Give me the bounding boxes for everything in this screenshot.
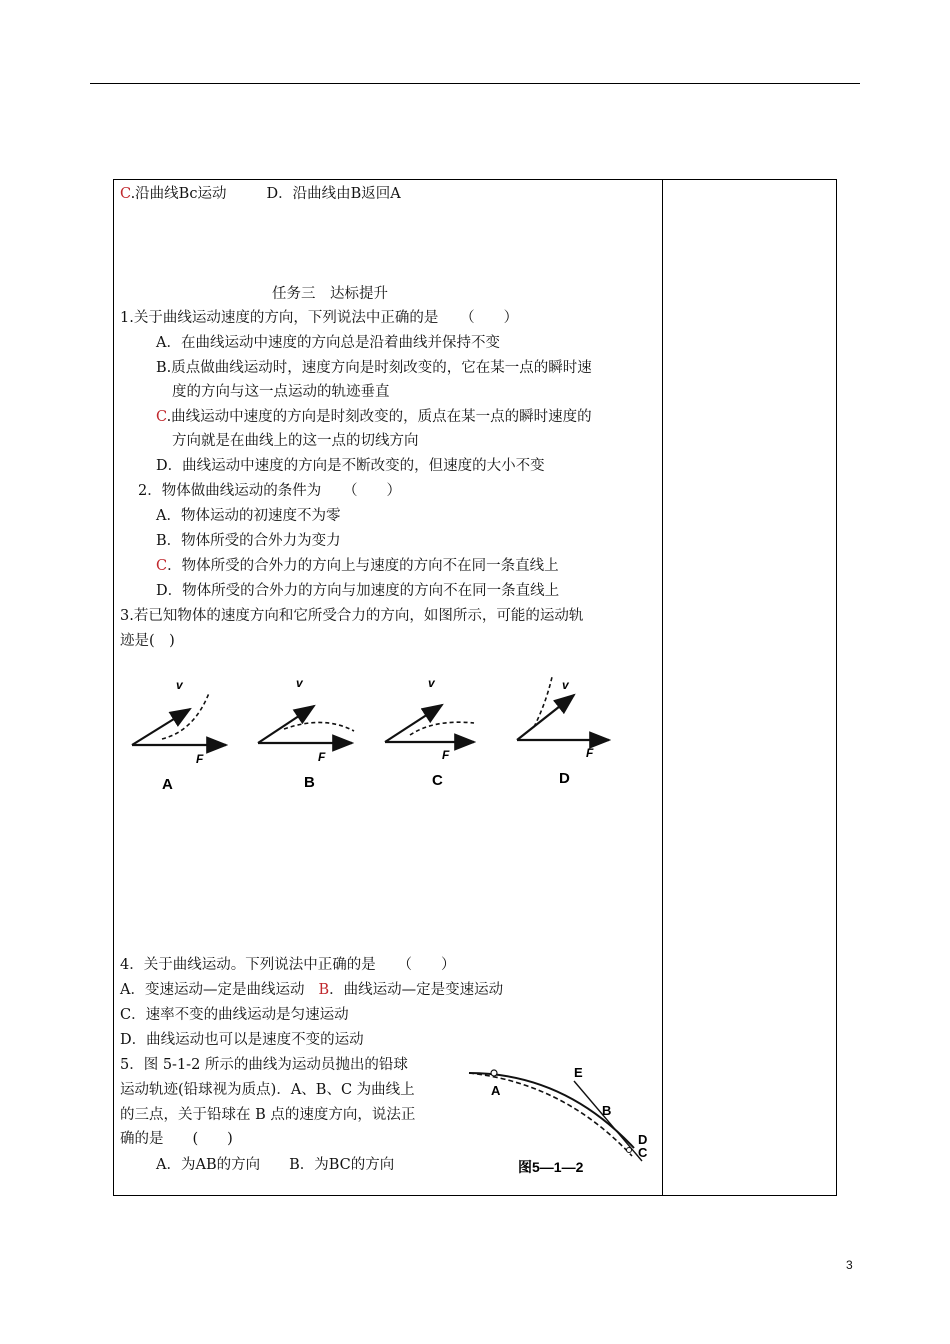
q4-option-d: D．曲线运动也可以是速度不变的运动 [120, 1032, 364, 1048]
q1-option-b-line2: 度的方向与这一点运动的轨迹垂直 [172, 384, 390, 400]
q5-line2: 运动轨迹(铅球视为质点)．A、B、C 为曲线上 [120, 1082, 415, 1098]
q3-stem-line2: 迹是( ) [120, 633, 175, 649]
q3-label-b: B [304, 774, 315, 791]
section-title: 任务三 达标提升 [272, 286, 388, 302]
worksheet-table [113, 179, 837, 1196]
q4-options-ab: A．变速运动—定是曲线运动 B．曲线运动—定是变速运动 [120, 982, 504, 998]
q3-label-d: D [559, 770, 570, 787]
q2-option-b: B．物体所受的合外力为变力 [156, 533, 341, 549]
q3-diagram-a [132, 678, 226, 793]
q2-stem: 2．物体做曲线运动的条件为 （ ） [138, 483, 401, 499]
q1-option-b-line1: B.质点做曲线运动时，速度方向是时刻改变的，它在某一点的瞬时速 [156, 360, 592, 376]
q5-line4: 确的是 ( ) [120, 1131, 233, 1147]
q5-figure [464, 1053, 664, 1178]
q5-figure-caption: 图5—1—2 [518, 1159, 584, 1175]
q3-v-label: v [176, 678, 183, 692]
q5-line1: 5．图 5-1-2 所示的曲线为运动员抛出的铅球 [120, 1057, 408, 1073]
q5-point-c: C [638, 1145, 648, 1160]
q1-option-c-line1: C.曲线运动中速度的方向是时刻改变的，质点在某一点的瞬时速度的 [156, 409, 592, 425]
q1-option-d: D．曲线运动中速度的方向是不断改变的，但速度的大小不变 [156, 458, 545, 474]
q3-label-a: A [162, 776, 173, 793]
q3-stem-line1: 3.若已知物体的速度方向和它所受合力的方向，如图所示，可能的运动轨 [120, 608, 584, 624]
q3-diagram-b [258, 676, 354, 791]
q5-point-b: B [602, 1103, 612, 1118]
q2-option-c: C．物体所受的合外力的方向上与速度的方向不在同一条直线上 [156, 558, 559, 574]
q5-point-d: D [638, 1132, 648, 1147]
q5-line3: 的三点，关于铅球在 B 点的速度方向，说法正 [120, 1107, 416, 1123]
q4-option-c: C．速率不变的曲线运动是匀速运动 [120, 1007, 349, 1023]
continuation-line: C.沿曲线Bc运动 D．沿曲线由B返回A [120, 186, 401, 202]
q3-f-label: F [318, 750, 326, 764]
q3-f-label: F [196, 752, 204, 766]
q3-diagram-c [385, 676, 474, 789]
q5-point-e: E [574, 1065, 583, 1080]
q3-figure [124, 675, 624, 795]
page-number: 3 [846, 1258, 853, 1272]
q3-f-label: F [442, 748, 450, 762]
q3-v-label: v [428, 676, 435, 690]
q5-point-a: A [491, 1083, 501, 1098]
q1-option-c-line2: 方向就是在曲线上的这一点的切线方向 [172, 433, 419, 449]
q3-f-label: F [586, 746, 594, 760]
q1-stem: 1.关于曲线运动速度的方向，下列说法中正确的是 （ ） [120, 310, 519, 326]
header-rule [90, 83, 860, 84]
q2-option-d: D．物体所受的合外力的方向与加速度的方向不在同一条直线上 [156, 583, 560, 599]
q3-v-label: v [296, 676, 303, 690]
q3-diagram-d [517, 677, 609, 787]
q3-v-label: v [562, 678, 569, 692]
column-divider [662, 180, 663, 1195]
q1-option-a: A．在曲线运动中速度的方向总是沿着曲线并保持不变 [156, 335, 500, 351]
q2-option-a: A．物体运动的初速度不为零 [156, 508, 341, 524]
q5-options: A．为AB的方向 B．为BC的方向 [156, 1157, 395, 1173]
q4-stem: 4．关于曲线运动。下列说法中正确的是 （ ） [120, 957, 456, 973]
q3-label-c: C [432, 772, 443, 789]
